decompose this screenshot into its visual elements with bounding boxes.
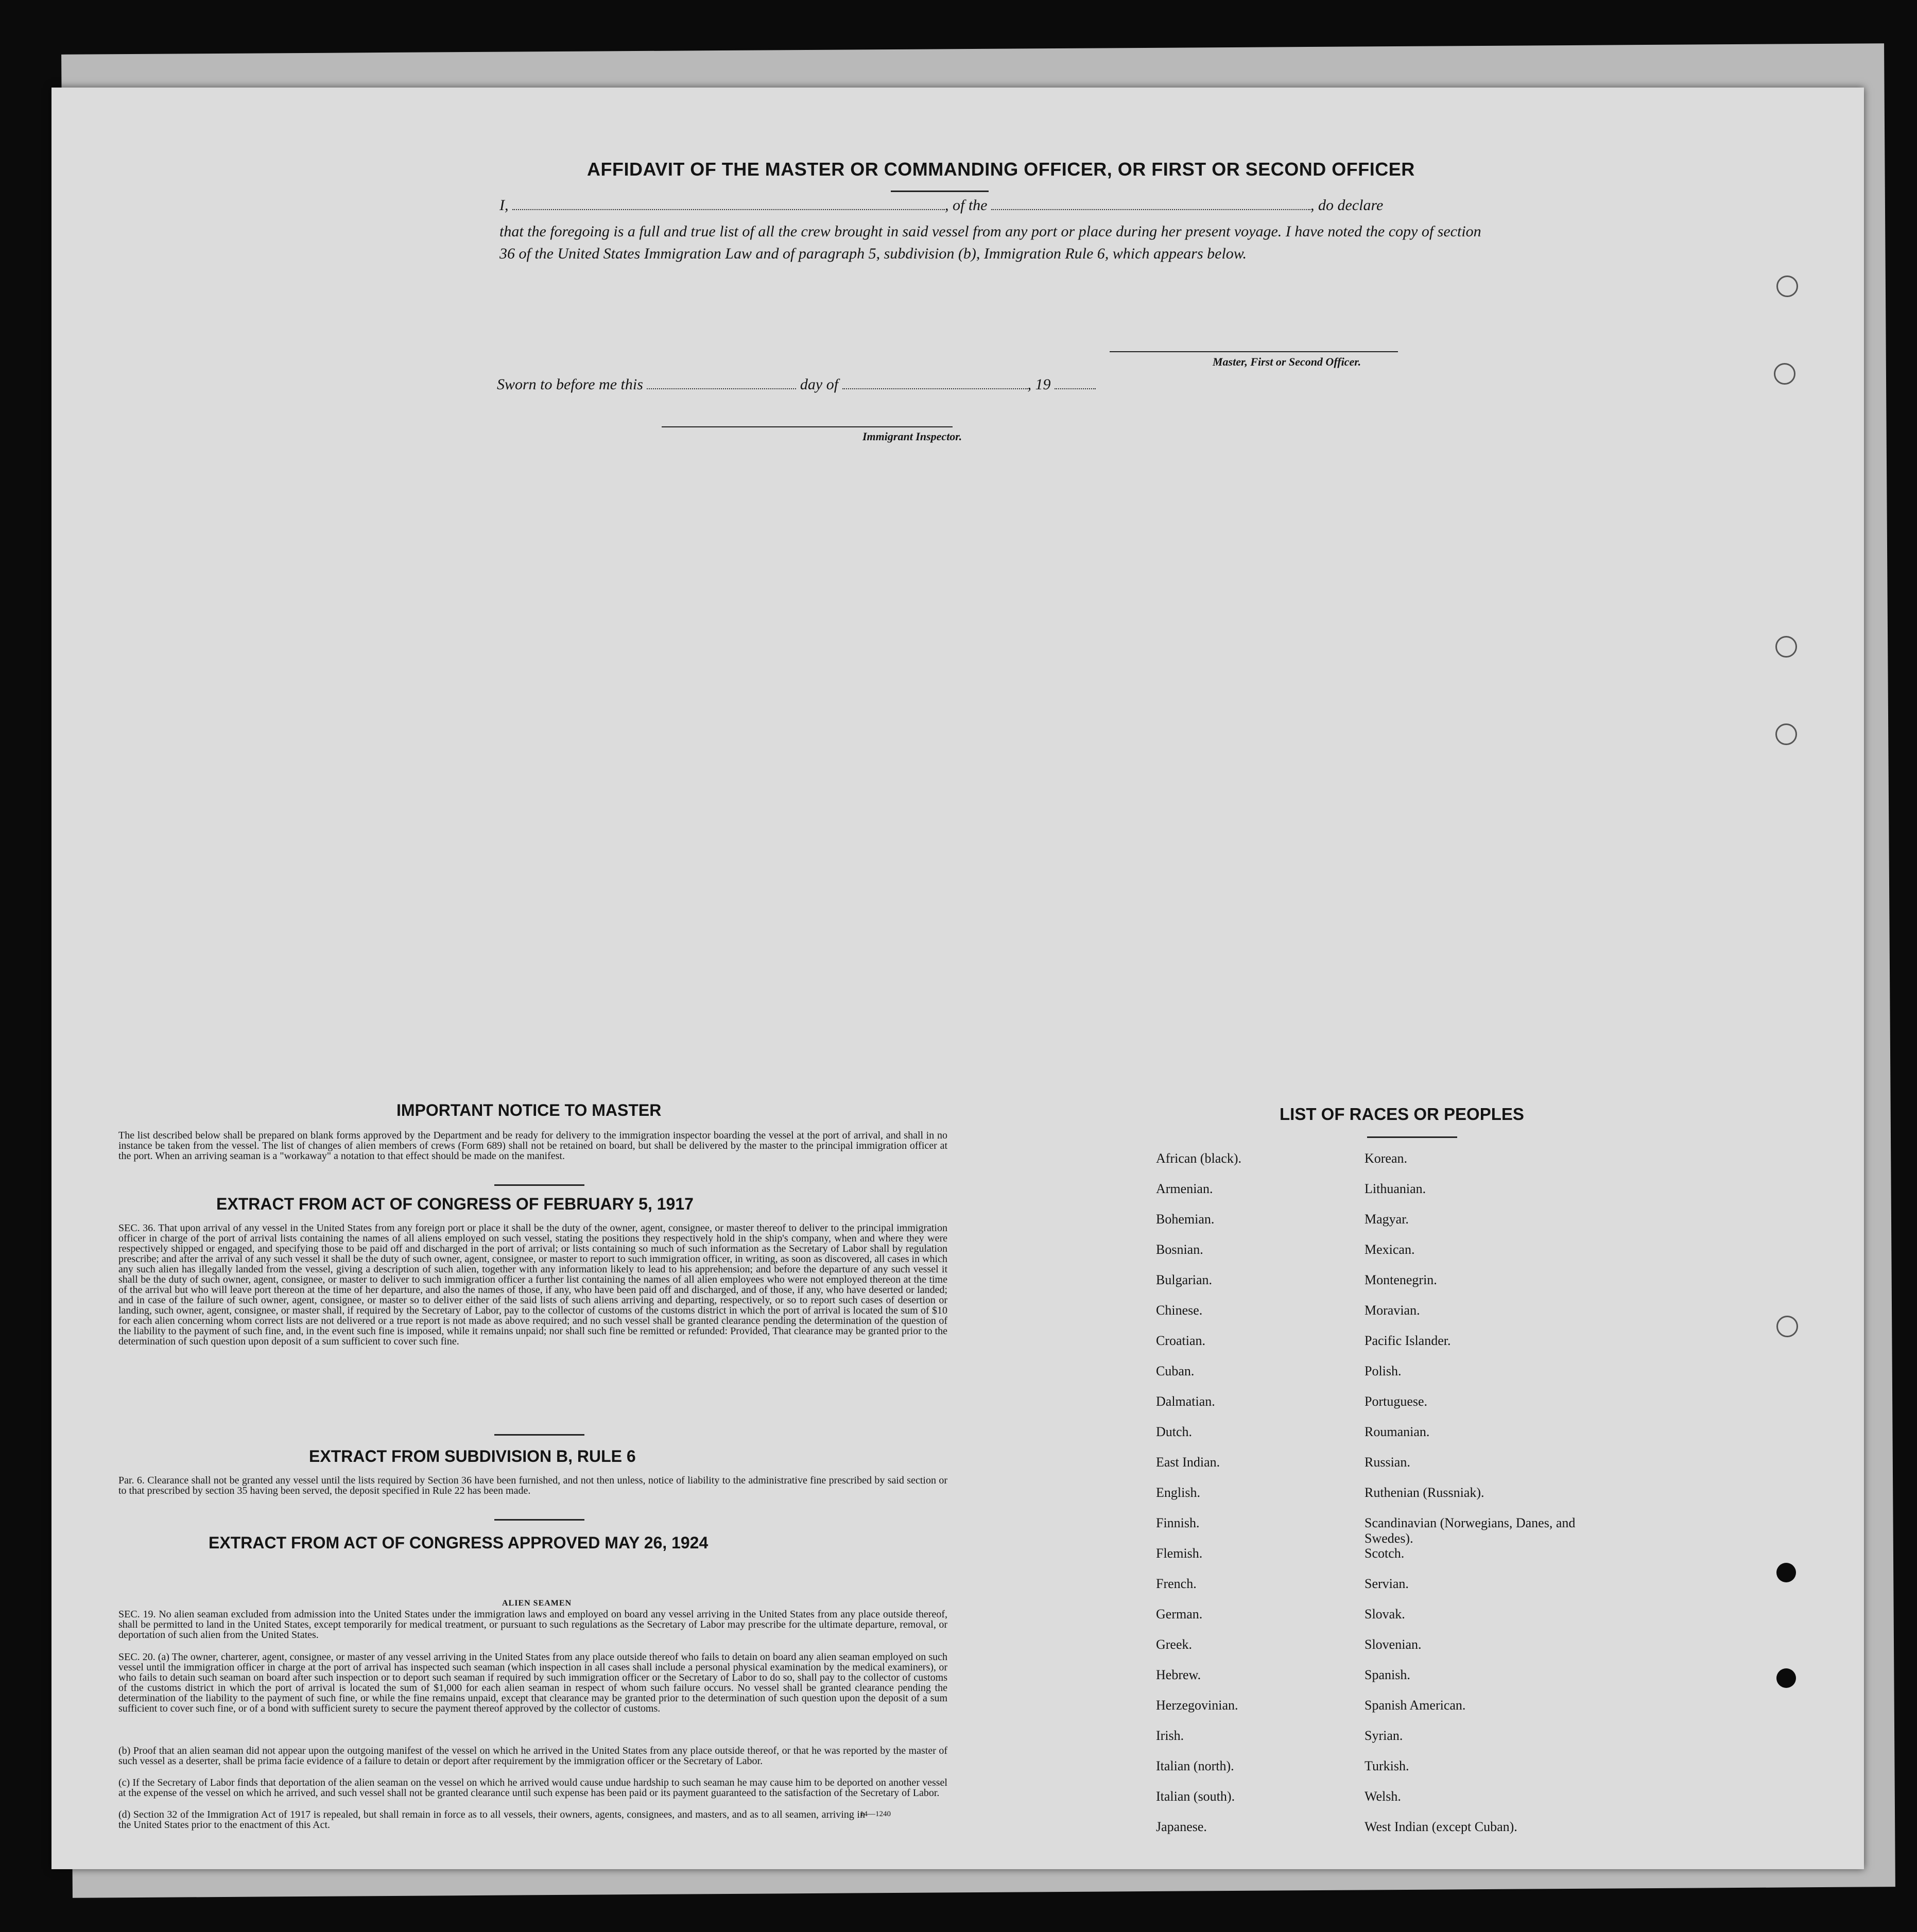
race-item: Ruthenian (Russniak). [1365, 1485, 1484, 1500]
race-item: Spanish American. [1365, 1698, 1466, 1713]
race-item: East Indian. [1156, 1455, 1220, 1470]
extract-rule6-rule [494, 1519, 584, 1521]
race-item: Welsh. [1365, 1789, 1401, 1804]
extract-1917-text: SEC. 36. That upon arrival of any vessel in the United States from any foreign port or place it shall be the duty of the owner, agent, consignee, or master thereof to deliver to the principal immigration officer in charge of the port of arrival lists containing the names of all aliens employed on such vessel, stating the positions they respectively hold in the ship's company, when and where they were respectively shipped or engaged, and specifying those to be paid off and discharged in the port of arrival; or lists containing so much of such information as the Secretary of Labor shall by regulation prescribe; and after the arrival of any such vessel it shall be the duty of such owner, agent, consignee, or master to report to such immigration officer, in writing, as soon as discovered, all cases in which any such alien has illegally landed from the vessel, giving a description of such alien, together with any information likely to lead to his apprehension; and before the departure of any such vessel it shall be the duty of such owner, agent, consignee, or master to deliver to such immigration officer a further list containing the names of all alien employees who were not employed thereon at the time of the arrival but who will leave port thereon at the time of her departure, and also the names of those, if any, who have been paid off and discharged, and of those, if any, who have deserted or landed; and in case of the failure of such owner, agent, consignee, or master so to deliver either of the said lists of such aliens arriving and departing, respectively, or so to report such cases of desertion or landing, such owner, agent, consignee, or master shall, if required by the Secretary of Labor, pay to the collector of customs of the customs district in which the port of arrival is located the sum of $10 for each alien concerning whom correct lists are not delivered or a true report is not made as above required; and no such vessel shall be granted clearance pending the determination of the question of the liability to the payment of such fine, and, in the event such fine is imposed, while it remains unpaid; nor shall such fine be remitted or refunded: Provided, That clearance may be granted prior to the determination of such question upon deposit of a sum sufficient to cover such fine. [118, 1222, 947, 1347]
race-item: French. [1156, 1576, 1197, 1591]
race-item: Slovenian. [1365, 1637, 1422, 1652]
race-item: Spanish. [1365, 1667, 1410, 1682]
race-item: Croatian. [1156, 1333, 1206, 1348]
binding-ring-mark [1775, 723, 1797, 745]
day-blank[interactable] [647, 384, 796, 389]
extract-1917-title: EXTRACT FROM ACT OF CONGRESS OF FEBRUARY 5, 1917 [216, 1195, 694, 1213]
sworn-line [497, 376, 1096, 393]
race-item: Dutch. [1156, 1424, 1193, 1439]
race-item: Magyar. [1365, 1212, 1409, 1227]
race-item: Armenian. [1156, 1181, 1213, 1196]
declaration-line [499, 197, 1383, 214]
race-item: Pacific Islander. [1365, 1333, 1451, 1348]
month-blank[interactable] [842, 384, 1028, 389]
race-item: Flemish. [1156, 1546, 1203, 1561]
binding-ring-mark [1776, 1316, 1798, 1337]
race-item: Bohemian. [1156, 1212, 1215, 1227]
race-item: Roumanian. [1365, 1424, 1430, 1439]
master-signature-label: Master, First or Second Officer. [1213, 355, 1361, 368]
notice-title: IMPORTANT NOTICE TO MASTER [396, 1101, 662, 1119]
race-item: Syrian. [1365, 1728, 1403, 1743]
race-item: German. [1156, 1607, 1203, 1622]
race-item: Korean. [1365, 1151, 1408, 1166]
binding-ring-mark [1775, 636, 1797, 658]
form-number: 14—1240 [860, 1810, 891, 1818]
race-item: Servian. [1365, 1576, 1409, 1591]
extract-rule6-text: Par. 6. Clearance shall not be granted any vessel until the lists required by Section 36 have been furnished, and not then unless, notice of liability to the administrative fine prescribed by said section or to that prescribed by section 35 having been served, the deposit specified in Rule 22 has been made. [118, 1475, 947, 1496]
year-label: , 19 [1027, 376, 1051, 393]
race-item: Greek. [1156, 1637, 1193, 1652]
vessel-blank[interactable] [991, 205, 1310, 210]
name-blank[interactable] [512, 205, 945, 210]
master-signature-line[interactable] [1110, 351, 1398, 352]
race-item: Italian (north). [1156, 1758, 1234, 1773]
race-item: Dalmatian. [1156, 1394, 1215, 1409]
race-item: Japanese. [1156, 1819, 1207, 1834]
races-left-column [1156, 1151, 1352, 1850]
race-item: Italian (south). [1156, 1789, 1235, 1804]
race-item: Polish. [1365, 1364, 1402, 1378]
race-item: Herzegovinian. [1156, 1698, 1238, 1713]
races-rule [1367, 1136, 1457, 1138]
affidavit-title: AFFIDAVIT OF THE MASTER OR COMMANDING OFFICER, OR FIRST OR SECOND OFFICER [587, 159, 1415, 180]
extract-1924-title: EXTRACT FROM ACT OF CONGRESS APPROVED MAY 26, 1924 [209, 1533, 709, 1552]
race-item: Finnish. [1156, 1515, 1200, 1530]
extract-1917-rule [494, 1434, 584, 1436]
race-item: Irish. [1156, 1728, 1184, 1743]
race-item: Lithuanian. [1365, 1181, 1426, 1196]
year-blank[interactable] [1055, 384, 1096, 389]
inspector-signature-line[interactable] [662, 426, 953, 427]
extract-1924-sec19: SEC. 19. No alien seaman excluded from admission into the United States under the immigration laws and employed on board any vessel arriving in the United States from any place outside thereof, shall be permitted to land in the United States, except temporarily for medical treatment, or pursuant to such regulations as the Secretary of Labor may prescribe for the ultimate departure, removal, or deportation of such alien from the United States. [118, 1609, 947, 1641]
of-the-label: , of the [945, 197, 988, 214]
race-item: Turkish. [1365, 1758, 1409, 1773]
races-right-column [1365, 1151, 1601, 1850]
extract-1924-sec20c: (c) If the Secretary of Labor finds that deportation of the alien seaman on the vessel on which he arrived would cause undue hardship to such seaman he may cause him to be deported on another vessel at the expense of the vessel on which he arrived, and such vessel shall not be granted clearance until such expense has been paid or its payment guaranteed to the satisfaction of the Secretary of Labor. [118, 1777, 947, 1799]
binding-ring-mark [1776, 275, 1798, 297]
alien-seamen-subtitle: ALIEN SEAMEN [502, 1599, 572, 1608]
race-item: African (black). [1156, 1151, 1242, 1166]
race-item: Montenegrin. [1365, 1272, 1437, 1287]
extract-1924-sec20d: (d) Section 32 of the Immigration Act of 1917 is repealed, but shall remain in force as to all vessels, their owners, agents, consignees, and masters, and as to all seamen, arriving in the United States prior to the enactment of this Act. [118, 1809, 865, 1831]
sworn-label: Sworn to before me this [497, 376, 643, 393]
notice-text: The list described below shall be prepared on blank forms approved by the Department and be ready for delivery to the immigration inspector boarding the vessel at the port of arrival, and shall in no instance be taken from the vessel. The list of changes of alien members of crews (Form 689) shall not be retained on board, but shall be delivered by the master to the principal immigration officer at the port. When an arriving seaman is a "workaway" a notation to that effect should be made on the manifest. [118, 1130, 947, 1162]
document-page [51, 88, 1864, 1869]
race-item: Hebrew. [1156, 1667, 1201, 1682]
binding-ring-mark [1774, 363, 1795, 385]
race-item: Russian. [1365, 1455, 1410, 1470]
extract-1924-sec20b: (b) Proof that an alien seaman did not appear upon the outgoing manifest of the vessel on which he arrived in the United States from any place outside thereof, or that he was reported by the master of such vessel as a deserter, shall be prima facie evidence of a failure to detain or deport after requirement by the immigration officer or the Secretary of Labor. [118, 1745, 947, 1767]
inspector-signature-label: Immigrant Inspector. [862, 430, 962, 443]
punch-hole [1776, 1563, 1796, 1582]
extract-1924-sec20a: SEC. 20. (a) The owner, charterer, agent, consignee, or master of any vessel arriving in the United States from any place outside thereof who fails to detain on board any alien seaman employed on such vessel until the immigration officer in charge at the port of arrival has inspected such seaman (which inspection in all cases shall include a personal physical examination by the medical examiners), or who fails to detain such seaman on board after such inspection or to deport such seaman if required by such immigration officer or the Secretary of Labor to do so, shall pay to the collector of customs of the customs district in which the port of arrival is located the sum of $1,000 for each alien seaman in respect of whom such failure occurs. No vessel shall be granted clearance pending the determination of the liability to the payment of such fine, or while the fine remains unpaid, except that clearance may be granted prior to the determination of such question upon the deposit of a sum sufficient to cover such fine, or of a bond with sufficient surety to secure the payment thereof approved by the collector of customs. [118, 1651, 947, 1714]
race-item: Scotch. [1365, 1546, 1405, 1561]
race-item: Bosnian. [1156, 1242, 1203, 1257]
affidavit-body: that the foregoing is a full and true list of all the crew brought in said vessel from any port or place during her present voyage. I have noted the copy of section 36 of the United States Immigration Law and of paragraph 5, subdivision (b), Immigration Rule 6, which appears below. [499, 223, 1481, 262]
race-item: Scandinavian (Norwegians, Danes, and Swedes). [1365, 1515, 1576, 1546]
do-declare-label: , do declare [1310, 197, 1384, 214]
i-label: I, [499, 197, 509, 214]
race-item: Mexican. [1365, 1242, 1415, 1257]
race-item: English. [1156, 1485, 1200, 1500]
notice-rule [494, 1184, 584, 1186]
punch-hole [1776, 1668, 1796, 1688]
race-item: Moravian. [1365, 1303, 1420, 1318]
race-item: Portuguese. [1365, 1394, 1428, 1409]
title-rule [891, 191, 989, 192]
races-title: LIST OF RACES OR PEOPLES [1280, 1105, 1524, 1124]
race-item: Chinese. [1156, 1303, 1203, 1318]
race-item: Bulgarian. [1156, 1272, 1213, 1287]
race-item: Cuban. [1156, 1364, 1195, 1378]
race-item: Slovak. [1365, 1607, 1405, 1622]
day-of-label: day of [800, 376, 839, 393]
extract-rule6-title: EXTRACT FROM SUBDIVISION B, RULE 6 [309, 1447, 636, 1465]
race-item: West Indian (except Cuban). [1365, 1819, 1517, 1834]
